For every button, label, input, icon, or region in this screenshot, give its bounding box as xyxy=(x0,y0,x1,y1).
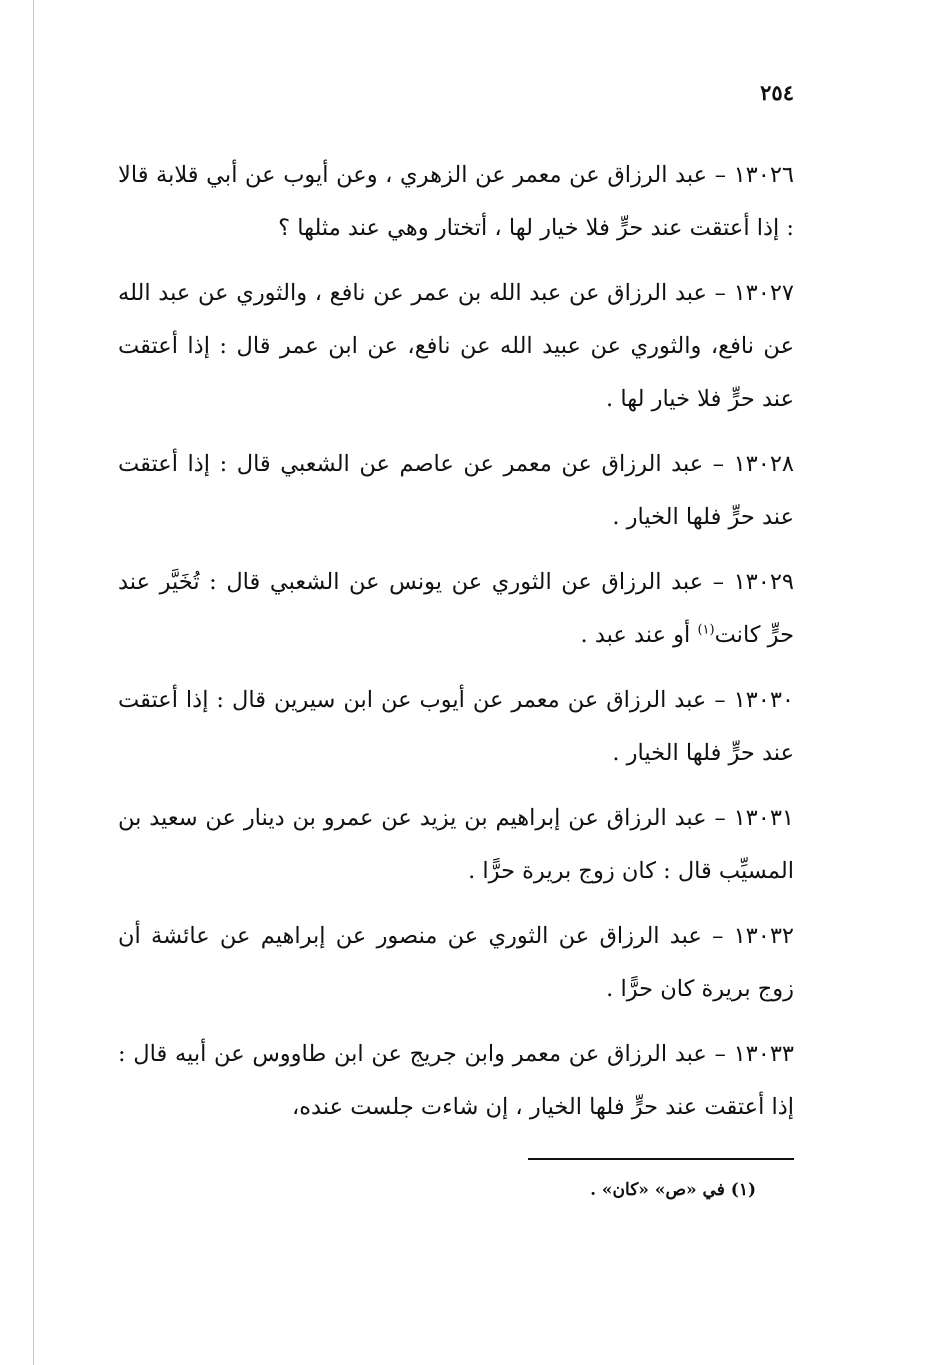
entry-number: ١٣٠٣٠ xyxy=(733,687,795,713)
entry-number: ١٣٠٣١ xyxy=(733,805,794,831)
entry-text: – عبد الرزاق عن الثوري عن يونس عن الشعبي قال : تُخَيَّر عند حرٍّ كانت xyxy=(118,569,794,648)
entry-number: ١٣٠٢٧ xyxy=(733,280,794,306)
entry-text: – عبد الرزاق عن الثوري عن منصور عن إبراهيم عن عائشة أن زوج بريرة كان حرًّا . xyxy=(118,923,794,1002)
entry-number: ١٣٠٢٩ xyxy=(733,569,794,595)
entry-number: ١٣٠٣٢ xyxy=(733,923,795,949)
entry-number: ١٣٠٢٨ xyxy=(733,451,794,477)
hadith-entry-13028 xyxy=(118,438,794,544)
hadith-entry-13027 xyxy=(118,267,794,426)
footnote: (١) في «ص» «كان» . xyxy=(590,1180,756,1200)
page-number: ٢٥٤ xyxy=(760,80,794,105)
hadith-entry-13033 xyxy=(118,1028,794,1134)
footnote-separator xyxy=(528,1158,794,1160)
hadith-entry-13026 xyxy=(118,149,794,255)
scan-margin-line xyxy=(33,0,34,1365)
entry-number: ١٣٠٣٣ xyxy=(733,1041,795,1067)
footnote-reference: (١) xyxy=(697,622,715,638)
hadith-entry-13030 xyxy=(118,674,794,780)
entry-text: – عبد الرزاق عن معمر عن أيوب عن ابن سيرين قال : إذا أعتقت عند حرٍّ فلها الخيار . xyxy=(118,687,794,766)
entry-text: – عبد الرزاق عن عبد الله بن عمر عن نافع ، والثوري عن عبد الله عن نافع، والثوري عن عبيد الله عن نافع، عن ابن عمر قال : إذا أعتقت عند حرٍّ فلا خيار لها . xyxy=(118,280,794,412)
page-body xyxy=(118,80,794,1146)
entry-number: ١٣٠٢٦ xyxy=(733,162,795,188)
hadith-entry-13029 xyxy=(118,556,794,662)
hadith-entry-13032 xyxy=(118,910,794,1016)
entry-text: – عبد الرزاق عن معمر عن الزهري ، وعن أيوب عن أبي قلابة قالا : إذا أعتقت عند حرٍّ فلا خيار لها ، أتختار وهي عند مثلها ؟ xyxy=(118,162,794,241)
hadith-entry-13031 xyxy=(118,792,794,898)
entry-text: – عبد الرزاق عن معمر عن عاصم عن الشعبي قال : إذا أعتقت عند حرٍّ فلها الخيار . xyxy=(118,451,794,530)
entry-text: – عبد الرزاق عن معمر وابن جريج عن ابن طاووس عن أبيه قال : إذا أعتقت عند حرٍّ فلها الخيار ، إن شاءت جلست عنده، xyxy=(118,1041,794,1120)
entry-text: – عبد الرزاق عن إبراهيم بن يزيد عن عمرو بن دينار عن سعيد بن المسيِّب قال : كان زوج بريرة حرًّا . xyxy=(118,805,794,884)
entry-text-continued: أو عند عبد . xyxy=(580,622,698,648)
